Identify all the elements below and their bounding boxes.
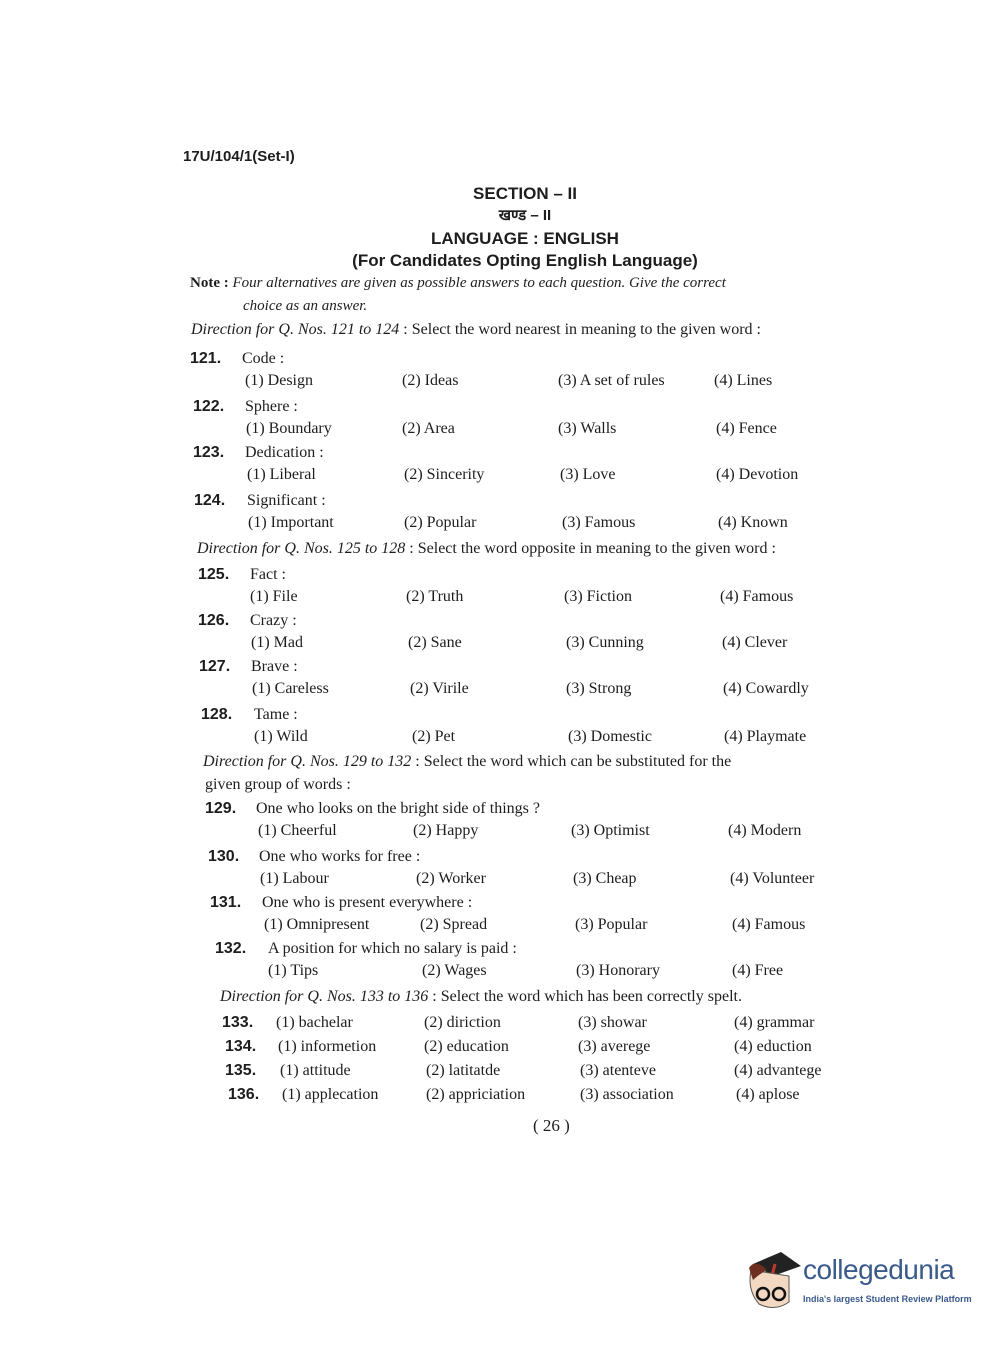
question-option[interactable]: (3) A set of rules [558,372,665,389]
question-option[interactable]: (2) Worker [416,870,486,887]
mascot-logo-icon [745,1250,803,1314]
question-option[interactable]: (2) Ideas [402,372,459,389]
question-stem: Dedication : [245,444,324,461]
question-option[interactable]: (1) Mad [251,634,303,651]
question-number: 136. [228,1086,260,1103]
question-option[interactable]: (3) Walls [558,420,617,437]
question-option[interactable]: (4) aplose [736,1086,800,1103]
question-option[interactable]: (4) Famous [720,588,794,605]
question-option[interactable]: (1) applecation [282,1086,379,1103]
question-option[interactable]: (1) Important [248,514,334,531]
question-option[interactable]: (1) informetion [278,1038,377,1055]
question-option[interactable]: (4) Cowardly [723,680,809,697]
question-number: 126. [198,612,230,629]
question-option[interactable]: (1) Omnipresent [264,916,370,933]
question-option[interactable]: (2) Pet [412,728,456,745]
direction-2 [197,540,776,558]
question-number: 125. [198,566,230,583]
question-number: 133. [222,1014,254,1031]
question-option[interactable]: (3) Optimist [571,822,650,839]
question-option[interactable]: (1) File [250,588,298,605]
question-option[interactable]: (3) averege [578,1038,651,1055]
question-stem: A position for which no salary is paid : [268,940,517,957]
direction-label: Direction for Q. Nos. 125 to 128 [197,540,406,557]
direction-text: : Select the word opposite in meaning to the given word : [405,540,776,557]
question-option[interactable]: (4) Fence [716,420,777,437]
question-option[interactable]: (4) grammar [734,1014,815,1031]
section-title-hindi: खण्ड – II [498,207,552,224]
question-option[interactable]: (1) Wild [254,728,308,745]
question-stem: Tame : [254,706,298,723]
question-option[interactable]: (4) Modern [728,822,802,839]
note [190,275,726,292]
direction-label: Direction for Q. Nos. 133 to 136 [220,988,429,1005]
page-number: ( 26 ) [533,1116,570,1135]
direction-text: : Select the word which can be substituted for the [411,753,732,770]
direction-label: Direction for Q. Nos. 129 to 132 [203,753,412,770]
question-option[interactable]: (4) Clever [722,634,788,651]
direction-1 [191,321,761,339]
question-option[interactable]: (3) Love [560,466,616,483]
question-option[interactable]: (2) Happy [413,822,479,839]
question-option[interactable]: (4) Free [732,962,784,979]
question-number: 127. [199,658,231,675]
direction-4 [220,988,742,1006]
question-option[interactable]: (4) Famous [732,916,806,933]
question-option[interactable]: (1) attitude [280,1062,351,1079]
question-option[interactable]: (1) Cheerful [258,822,337,839]
question-stem: One who is present everywhere : [262,894,473,911]
question-option[interactable]: (4) Playmate [724,728,807,745]
direction-text: : Select the word which has been correctly spelt. [428,988,742,1005]
question-stem: Sphere : [245,398,298,415]
question-option[interactable]: (4) advantege [734,1062,822,1079]
question-option[interactable]: (3) Honorary [576,962,660,979]
question-option[interactable]: (2) appriciation [426,1086,526,1103]
question-option[interactable]: (2) Truth [406,588,464,605]
question-stem: Crazy : [250,612,297,629]
question-number: 131. [210,894,242,911]
question-option[interactable]: (1) Liberal [247,466,316,483]
question-option[interactable]: (2) Sane [408,634,462,651]
question-number: 132. [215,940,247,957]
question-option[interactable]: (4) Known [718,514,788,531]
question-number: 121. [190,350,222,367]
note-text: Four alternatives are given as possible answers to each question. Give the correct [232,275,726,291]
question-option[interactable]: (3) Fiction [564,588,632,605]
question-number: 134. [225,1038,257,1055]
question-option[interactable]: (2) Area [402,420,455,437]
direction-text-cont: given group of words : [205,776,351,793]
question-stem: Significant : [247,492,326,509]
subject-subtitle: (For Candidates Opting English Language) [352,251,698,270]
question-option[interactable]: (3) association [580,1086,674,1103]
question-number: 122. [193,398,225,415]
direction-label: Direction for Q. Nos. 121 to 124 [191,321,400,338]
question-number: 130. [208,848,240,865]
question-option[interactable]: (1) Design [245,372,313,389]
section-title: SECTION – II [473,184,577,203]
question-option[interactable]: (1) Tips [268,962,319,979]
question-option[interactable]: (2) education [424,1038,509,1055]
collegedunia-watermark [745,1250,970,1314]
question-option[interactable]: (3) atenteve [580,1062,656,1079]
question-number: 129. [205,800,237,817]
question-number: 123. [193,444,225,461]
note-label: Note : [190,275,229,291]
question-option[interactable]: (3) Cunning [566,634,644,651]
paper-code: 17U/104/1(Set-I) [183,148,295,165]
question-stem: One who looks on the bright side of things ? [256,800,540,817]
question-option[interactable]: (4) Volunteer [730,870,815,887]
question-option[interactable]: (3) Cheap [573,870,637,887]
question-option[interactable]: (4) eduction [734,1038,812,1055]
question-option[interactable]: (3) Strong [566,680,632,697]
question-option[interactable]: (1) bachelar [276,1014,353,1031]
question-stem: Fact : [250,566,286,583]
question-option[interactable]: (3) Domestic [568,728,652,745]
question-stem: Brave : [251,658,298,675]
question-option[interactable]: (2) Wages [422,962,487,979]
question-option[interactable]: (3) Famous [562,514,636,531]
brand-name: collegedunia [803,1254,955,1285]
question-stem: One who works for free : [259,848,421,865]
question-number: 128. [201,706,233,723]
question-number: 124. [194,492,226,509]
question-option[interactable]: (1) Boundary [246,420,332,437]
question-option[interactable]: (3) Popular [575,916,648,933]
question-option[interactable]: (2) Sincerity [404,466,485,483]
brand-tagline: India's largest Student Review Platform [803,1294,972,1304]
question-option[interactable]: (2) Spread [420,916,488,933]
question-option[interactable]: (2) Virile [410,680,469,697]
question-option[interactable]: (2) latitatde [426,1062,501,1079]
direction-text: : Select the word nearest in meaning to the given word : [399,321,761,338]
question-number: 135. [225,1062,257,1079]
question-option[interactable]: (2) Popular [404,514,477,531]
question-option[interactable]: (4) Devotion [716,466,799,483]
question-option[interactable]: (1) Labour [260,870,329,887]
note-text-cont: choice as an answer. [243,298,368,314]
question-option[interactable]: (2) diriction [424,1014,501,1031]
subject-title: LANGUAGE : ENGLISH [431,229,619,248]
question-option[interactable]: (4) Lines [714,372,773,389]
question-stem: Code : [242,350,285,367]
question-option[interactable]: (3) showar [578,1014,647,1031]
question-option[interactable]: (1) Careless [252,680,329,697]
direction-3 [203,753,731,771]
